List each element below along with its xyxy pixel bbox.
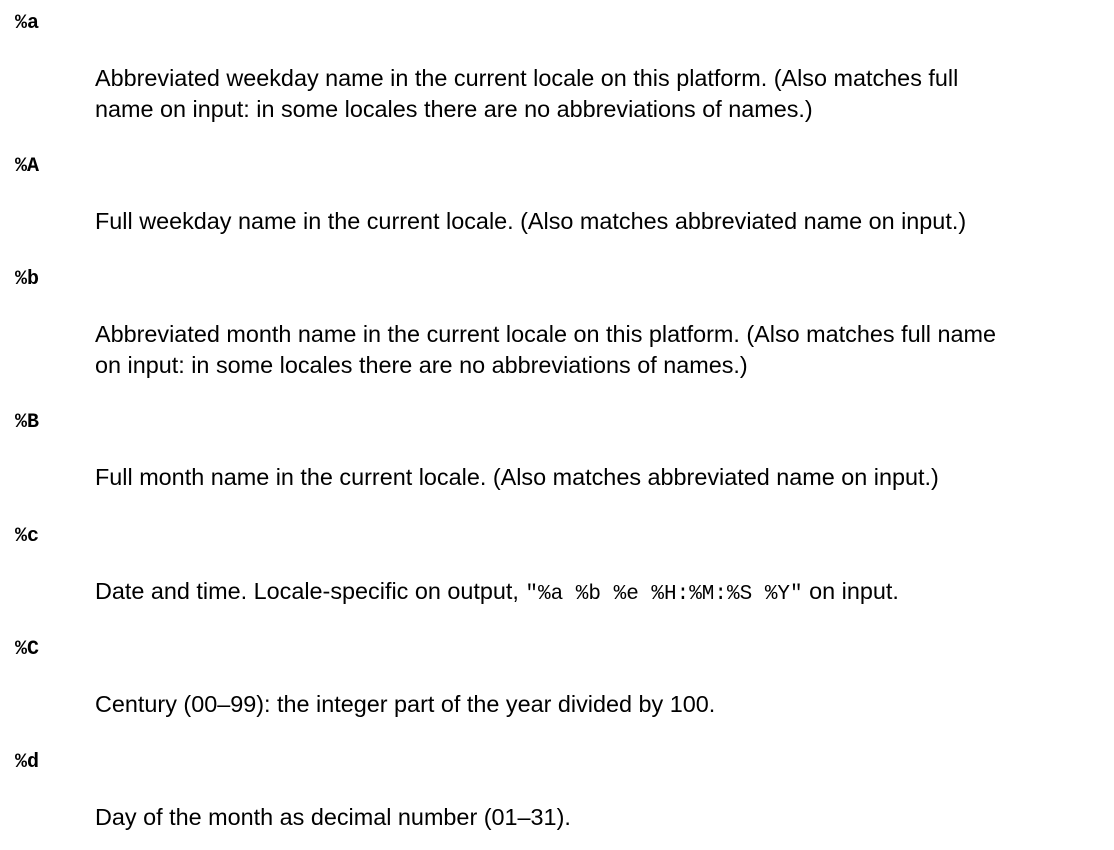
description-text: Date and time. Locale-specific on output, xyxy=(95,578,526,604)
description-text: on input. xyxy=(802,578,899,604)
term-description: Full month name in the current locale. (Also matches abbreviated name on input.) xyxy=(95,464,939,490)
term-code: %A xyxy=(15,155,40,178)
term-code: %b xyxy=(15,268,40,291)
term-description: Abbreviated month name in the current locale on this platform. (Also matches full name on input: in some locales there are no abbreviations of names.) xyxy=(95,321,996,378)
term-code: %a xyxy=(15,12,40,35)
term-description xyxy=(95,576,1110,610)
term-description: Century (00–99): the integer part of the year divided by 100. xyxy=(95,691,716,717)
term-code: %d xyxy=(15,751,40,774)
input-format-code: "%a %b %e %H:%M:%S %Y" xyxy=(525,583,803,606)
term-code: %B xyxy=(15,411,40,434)
term-code: %c xyxy=(15,525,40,548)
term-description: Day of the month as decimal number (01–31). xyxy=(95,804,571,830)
term-description: Abbreviated weekday name in the current locale on this platform. (Also matches full name on input: in some locales there are no abbreviations of names.) xyxy=(95,65,959,122)
term-description: Full weekday name in the current locale. (Also matches abbreviated name on input.) xyxy=(95,208,967,234)
term-code: %C xyxy=(15,638,40,661)
